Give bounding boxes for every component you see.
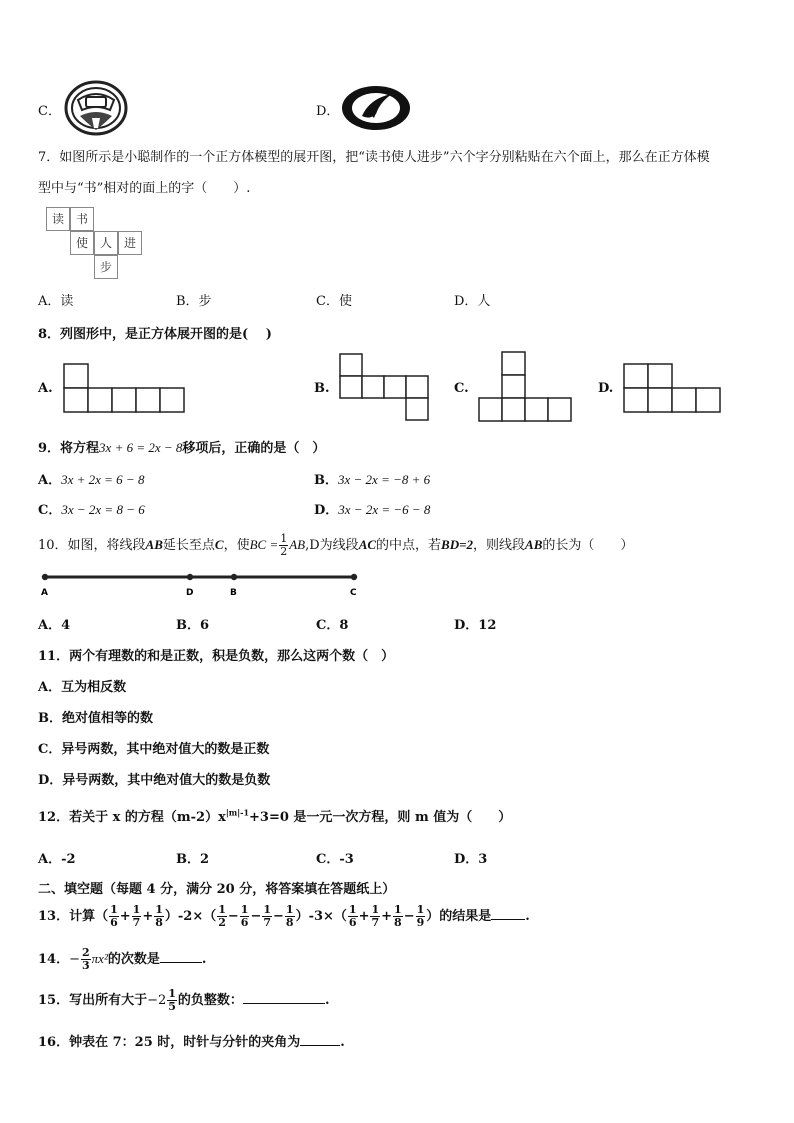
net-cell: 进 [118, 231, 142, 255]
q15-post: 的负整数： [177, 993, 243, 1008]
q12-exponent: |m|-1 [225, 807, 250, 818]
q14-post: 的次数是 [107, 952, 160, 967]
fraction: $\frac{1}{6}$ [240, 903, 249, 929]
q15-stem [38, 988, 329, 1013]
q9-stem-equation: 3x + 6 = 2x − 8 [99, 440, 183, 455]
q10-var: AB [525, 537, 543, 552]
q13-stem: 13．计算（ $\frac{1}{6}$ + $\frac{1}{7}$ + $\frac{1}{8}$ ）-2×（ $\frac{1}{2}$ − $\frac{1}{6}$ − $\frac{1}{7}$ − $\frac{1}{8}$ ）-3×（ $\frac{1}{6}$ + $\frac{1}{7}$ + $\frac{1}{8}$ − $\frac{1}{9}$ ）的结果是 . [38, 903, 530, 929]
q13-mid1: ）-2×（ [164, 909, 217, 924]
fraction: $\frac{1}{7}$ [263, 903, 271, 929]
q9-option-a[interactable] [38, 469, 144, 488]
q12-stem-pre: 12．若关于 x 的方程（m-2）x [38, 810, 226, 825]
q10-var: BD=2 [441, 537, 474, 552]
q8-net-b [338, 352, 432, 424]
q8-net-d [622, 362, 724, 414]
q11-option-c[interactable]: C．异号两数，其中绝对值大的数是正数 [38, 742, 270, 757]
q12-option-a[interactable]: A．-2 [38, 852, 76, 867]
point-label-b: B [230, 588, 237, 598]
q15-answer-blank[interactable] [243, 1003, 325, 1004]
fraction-one-half: $\frac{1}{2}$ [280, 532, 288, 558]
q9-option-d[interactable] [314, 499, 430, 518]
q7-option-d[interactable]: D．人 [454, 294, 491, 309]
q14-answer-blank[interactable] [160, 962, 202, 963]
q9-option-b[interactable] [314, 469, 430, 488]
q14-pre: 14． [38, 952, 70, 967]
point-d [187, 574, 193, 580]
car-brand-logo-ellipse-icon [340, 84, 412, 132]
q10-option-d[interactable]: D．12 [454, 618, 497, 633]
net-cell: 人 [94, 231, 118, 255]
q9-option-a-eq: 3x + 2x = 6 − 8 [61, 472, 145, 487]
q15-whole: −2 [147, 993, 167, 1008]
q7-option-a[interactable]: A．读 [38, 294, 74, 309]
q14-term: πx² [91, 951, 108, 966]
fraction: $\frac{1}{7}$ [371, 903, 380, 929]
q7-stem-line1: 7．如图所示是小聪制作的一个正方体模型的展开图，把“读书使人进步”六个字分别粘贴在六个面上，那么在正方体模 [38, 150, 710, 165]
q13-mid2: ）-3×（ [295, 909, 347, 924]
q7-option-c[interactable]: C．使 [316, 294, 352, 309]
net-cell: 使 [70, 231, 94, 255]
net-cell: 读 [46, 207, 70, 231]
q10-var: AB [145, 537, 163, 552]
q10-eq-left: BC = [249, 537, 279, 552]
q9-option-d-label: D． [314, 503, 339, 518]
q9-option-d-eq: 3x − 2x = −6 − 8 [338, 502, 431, 517]
fraction: $\frac{1}{9}$ [416, 903, 425, 929]
q11-option-d[interactable]: D．异号两数，其中绝对值大的数是负数 [38, 773, 271, 788]
q10-option-c[interactable]: C．8 [316, 618, 349, 633]
q8-stem: 8．列图形中，是正方体展开图的是( ) [38, 327, 272, 342]
q10-eq-right: AB [289, 537, 306, 552]
point-label-a: A [41, 588, 48, 598]
fraction: $\frac{1}{2}$ [218, 903, 226, 929]
q16-end: . [340, 1035, 345, 1050]
q13-answer-blank[interactable] [491, 919, 525, 920]
q13-pre: 13．计算（ [38, 909, 109, 924]
q10-text: 的中点，若 [376, 538, 442, 553]
q10-stem [38, 533, 633, 558]
q8-option-b-label[interactable]: B. [314, 381, 330, 396]
q9-option-c-eq: 3x − 2x = 8 − 6 [61, 502, 145, 517]
point-b [231, 574, 237, 580]
q10-text: ，使 [223, 538, 250, 553]
q8-net-a [62, 362, 188, 414]
q9-option-b-label: B． [314, 473, 338, 488]
fraction-one-fifth: $\frac{1}{5}$ [168, 987, 176, 1013]
q10-var: C [214, 537, 224, 552]
q11-option-b[interactable]: B．绝对值相等的数 [38, 711, 153, 726]
car-brand-logo-circle-icon [64, 80, 128, 136]
q10-text: 的长为（ ） [542, 538, 634, 553]
fraction: $\frac{1}{7}$ [132, 903, 141, 929]
fraction: $\frac{1}{8}$ [394, 903, 402, 929]
q13-post: ）的结果是 [426, 909, 492, 924]
point-label-d: D [186, 588, 194, 598]
line-segment-figure [38, 570, 368, 600]
fraction-two-thirds: $\frac{2}{3}$ [82, 946, 90, 972]
q9-option-c[interactable] [38, 499, 145, 518]
q9-stem-post: 移项后，正确的是（ ） [182, 441, 326, 456]
fraction: $\frac{1}{8}$ [155, 903, 163, 929]
q7-stem-line2: 型中与“书”相对的面上的字（ ）. [38, 181, 251, 196]
q10-text: ，则线段 [473, 538, 526, 553]
q11-option-a[interactable]: A．互为相反数 [38, 680, 127, 695]
q6-option-d-label: D． [316, 104, 340, 119]
point-c [351, 574, 357, 580]
q10-option-a[interactable]: A．4 [38, 618, 71, 633]
q8-net-c [478, 350, 576, 424]
q6-option-c-label: C． [38, 104, 61, 119]
q12-stem [38, 806, 511, 825]
q12-option-b[interactable]: B．2 [176, 852, 210, 867]
q9-option-c-label: C． [38, 503, 62, 518]
q15-pre: 15．写出所有大于 [38, 993, 148, 1008]
q10-option-b[interactable]: B．6 [176, 618, 210, 633]
q10-text: 延长至点 [162, 538, 215, 553]
q16-answer-blank[interactable] [300, 1045, 340, 1046]
q8-option-d-label[interactable]: D. [598, 381, 614, 396]
q9-option-a-label: A． [38, 473, 62, 488]
q16-stem [38, 1031, 345, 1050]
fraction: $\frac{1}{6}$ [110, 903, 118, 929]
q10-var: AC [358, 537, 377, 552]
q15-end: . [324, 993, 330, 1008]
q11-stem: 11．两个有理数的和是正数，积是负数，那么这两个数（ ） [38, 649, 395, 664]
q13-end: . [525, 909, 530, 924]
section-heading-fill-in: 二、填空题（每题 4 分，满分 20 分，将答案填在答题纸上） [38, 882, 396, 897]
point-a [42, 574, 48, 580]
q14-stem: 14．− $\frac{2}{3}$ πx²的次数是 . [38, 946, 207, 972]
point-label-c: C [350, 588, 357, 598]
q12-option-d[interactable]: D．3 [454, 852, 488, 867]
q10-text: 10．如图，将线段 [38, 538, 146, 553]
net-cell: 步 [94, 255, 118, 279]
fraction: $\frac{1}{8}$ [285, 903, 294, 929]
fraction: $\frac{1}{6}$ [348, 903, 357, 929]
q9-stem [38, 437, 325, 456]
q9-stem-pre: 9．将方程 [38, 441, 100, 456]
q8-option-c-label[interactable]: C. [454, 381, 469, 396]
q9-option-b-eq: 3x − 2x = −8 + 6 [338, 472, 431, 487]
q14-end: . [201, 952, 207, 967]
q16-text: 16．钟表在 7：25 时，时针与分针的夹角为 [38, 1035, 301, 1050]
q7-option-b[interactable]: B．步 [176, 294, 212, 309]
q12-option-c[interactable]: C．-3 [316, 852, 354, 867]
q10-text: ,D为线段 [305, 538, 359, 553]
q12-stem-post: +3=0 是一元一次方程，则 m 值为（ ） [249, 810, 512, 825]
net-cell: 书 [70, 207, 94, 231]
q8-option-a-label[interactable]: A. [38, 381, 53, 396]
